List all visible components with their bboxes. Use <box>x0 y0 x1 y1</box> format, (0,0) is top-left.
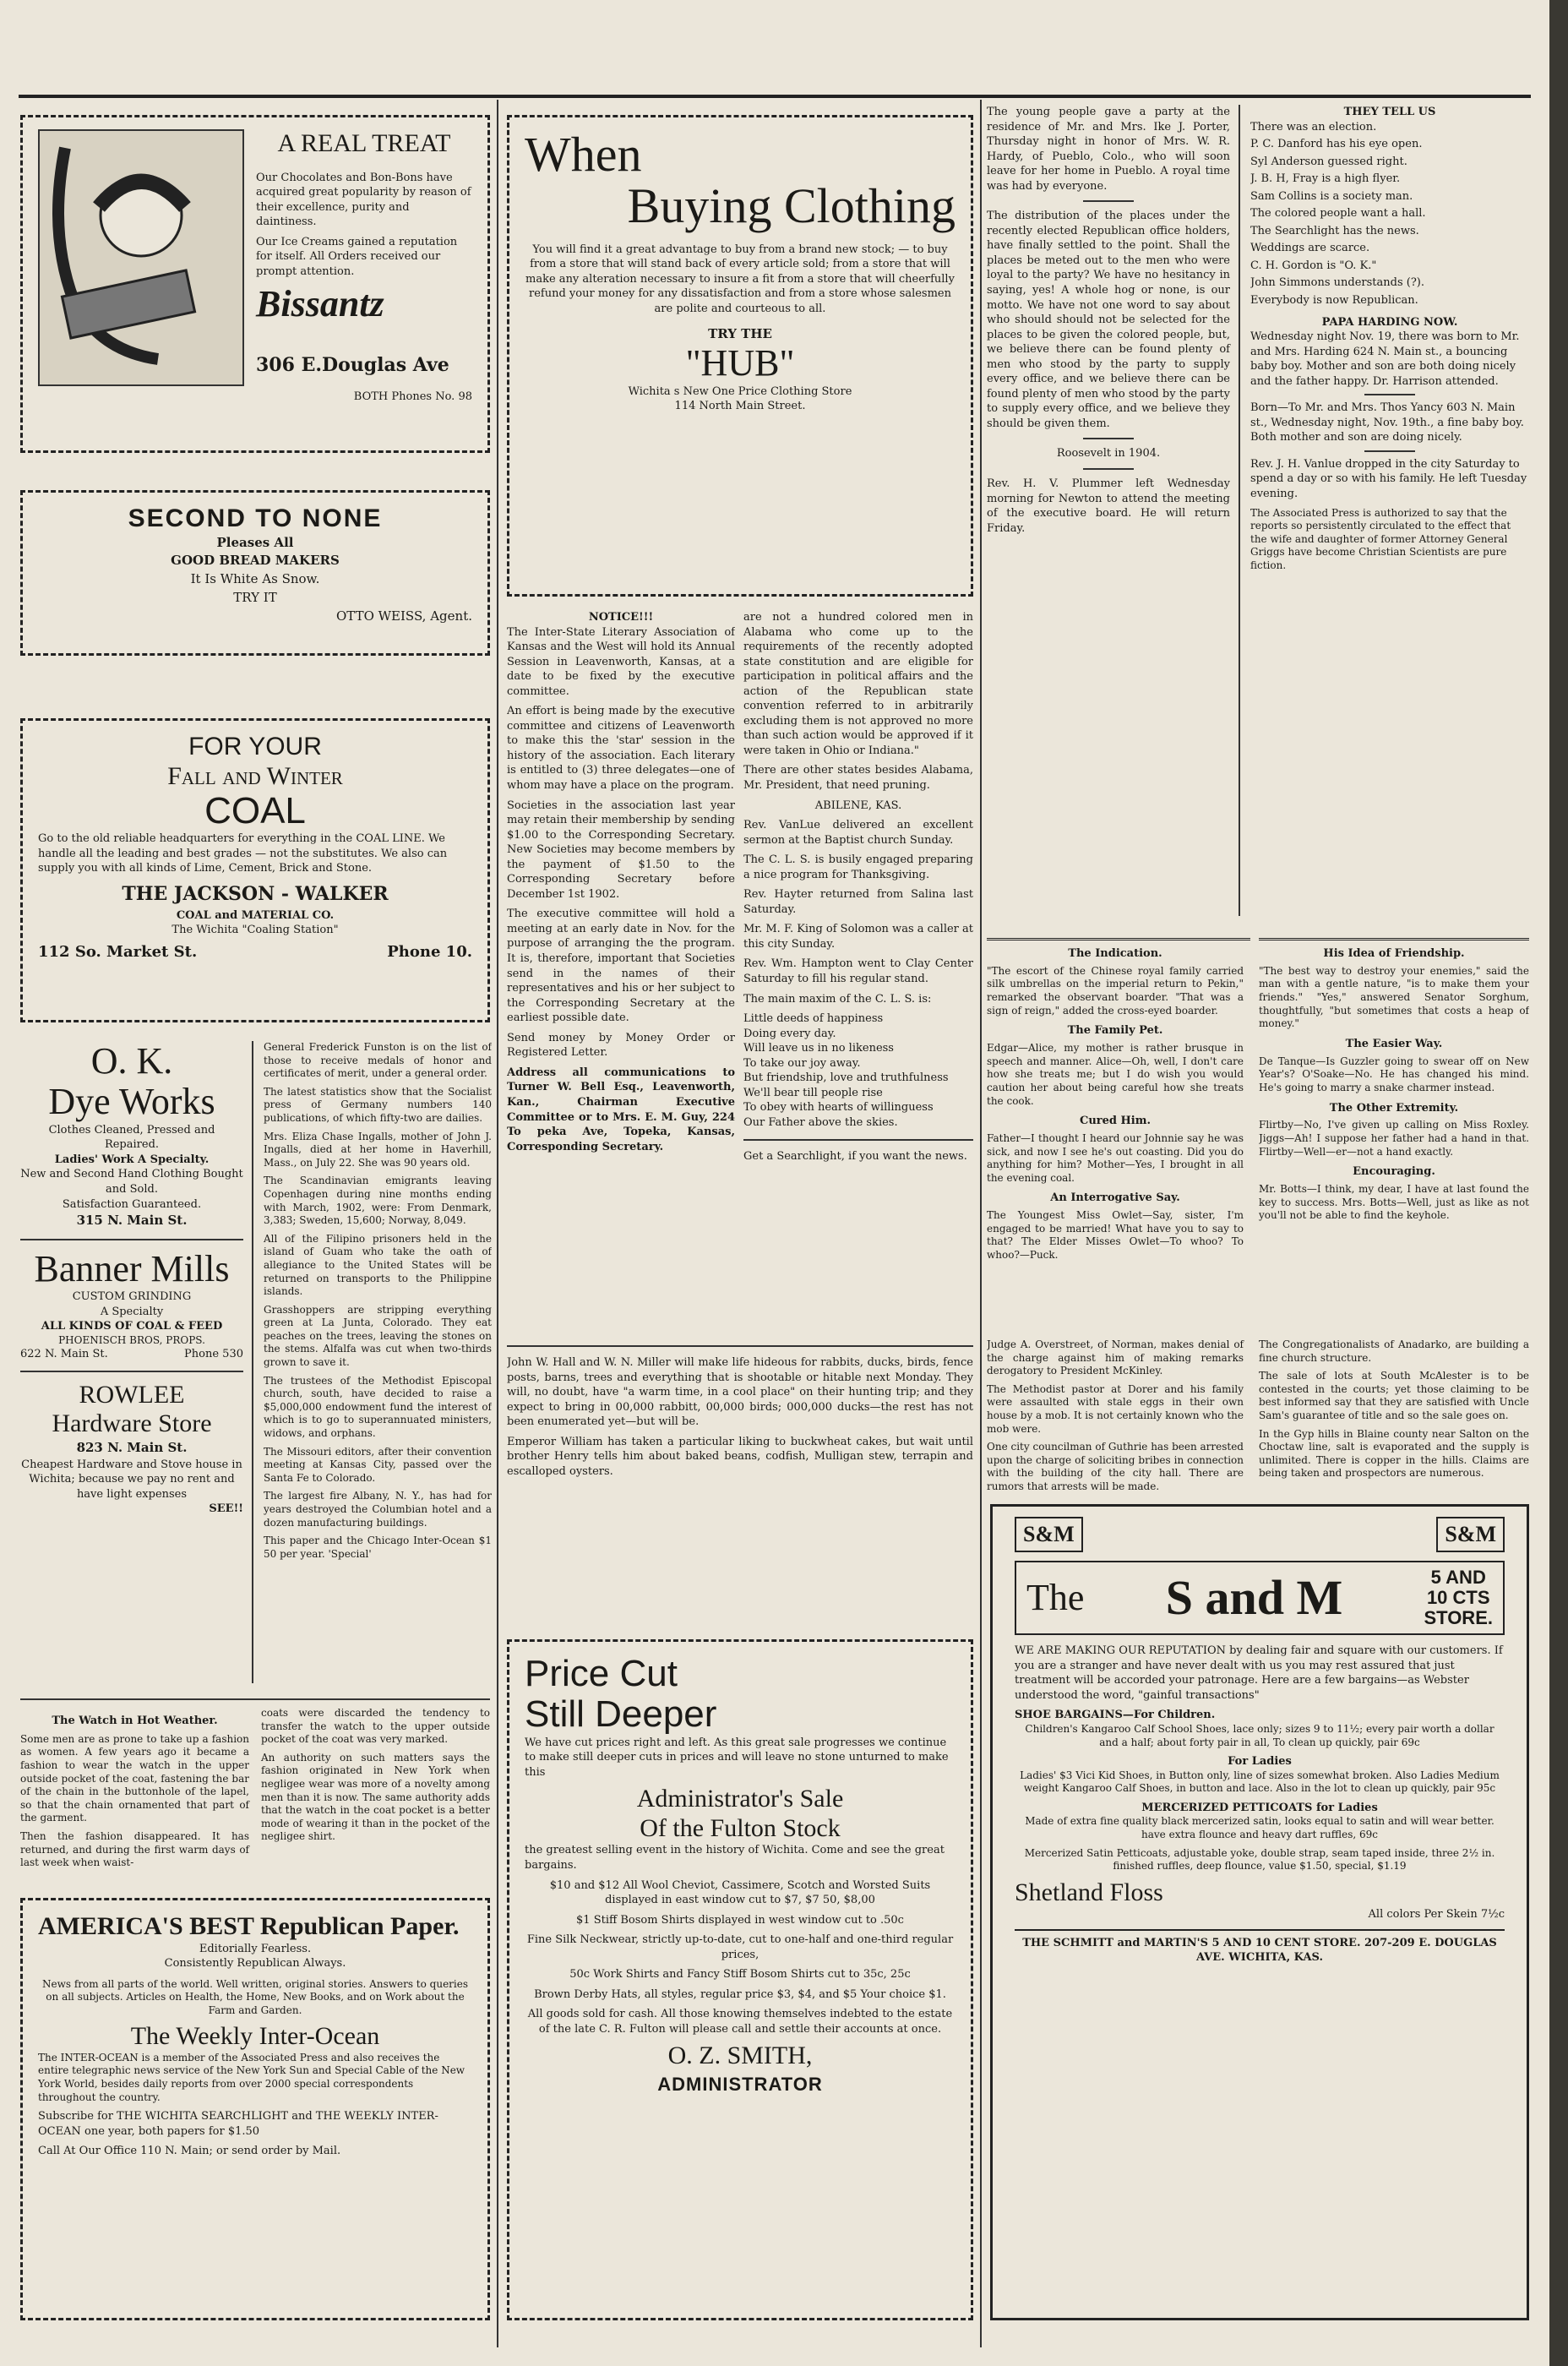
coal-line: Fall and Winter <box>167 761 343 790</box>
inter-ocean-title: The Weekly Inter-Ocean <box>130 2022 380 2051</box>
they-tell-us-item: J. B. H, Fray is a high flyer. <box>1250 172 1401 186</box>
news-paragraph: The latest statistics show that the Socialist press of Germany numbers 140 publications, of which fifty-two are dailies. <box>264 1085 492 1124</box>
fulton-item: Brown Derby Hats, all styles, regular price $3, $4, and $5 Your choice $1. <box>534 1987 946 2001</box>
ad-line: GOOD BREAD MAKERS <box>171 553 340 569</box>
watch-paragraph: Some men are as prone to take up a fashion as women. A few years ago it became a fashion to wear the watch in the upper outside pocket of the coat, fastening the bar of the chain in the buttonhole of the lapel, so that the chain ornamented that part of the garment. <box>20 1732 249 1824</box>
poem-line: To take our joy away. <box>743 1056 861 1070</box>
papa-harding-title: PAPA HARDING NOW. <box>1321 315 1458 329</box>
poem-line: To obey with hearts of willinguess <box>743 1101 934 1115</box>
inter-ocean-text: News from all parts of the world. Well written, original stories. Answers to queries on all subjects. Articles on Health, the Home, New Books, and on Work about the Farm and Garden. <box>41 1977 469 2016</box>
second-to-none-headline: SECOND TO NONE <box>128 504 383 532</box>
article-paragraph: John W. Hall and W. N. Miller will make life hideous for rabbits, ducks, birds, fence posts, barns, trees and everything that is shootable or hitable next Monday. They will, no doubt, have "a warm time, in a cool place" on their hunting trip; and they expect to bring in 00,000 rabbitt, 00,000 birds; 000,000 ducks—the rest has not been enumerated yet—but will be. <box>507 1356 973 1429</box>
note-text: One city councilman of Guthrie has been arrested upon the charge of soliciting bribes in connection with the building of the city hall. There are rumors that arrests will be made. <box>987 1441 1244 1492</box>
note-text: In the Gyp hills in Blaine county near Salton on the Choctaw line, salt is evaporated and the supply is unlimited. There is copper in the hills. Claims are being taken and prospectors are numerous. <box>1259 1427 1529 1480</box>
binding-edge <box>1549 0 1568 2366</box>
sm-footer: THE SCHMITT and MARTIN'S 5 AND 10 CENT STORE. 207-209 E. DOUGLAS AVE. WICHITA, KAS. <box>1015 1929 1505 1965</box>
news-paragraph: Mrs. Eliza Chase Ingalls, mother of John J. Ingalls, died at her home in Haverhill, Mass., on July 22. She was 90 years old. <box>264 1130 492 1169</box>
column-rule <box>980 100 982 2347</box>
poem-line: Will leave us in no likeness <box>743 1042 894 1055</box>
watch-title: The Watch in Hot Weather. <box>52 1715 218 1727</box>
humor-text: De Tanque—Is Guzzler going to swear off on New Year's? O'Soake—No. He has changed his mind. He's going to marry a snake charmer instead. <box>1259 1055 1529 1093</box>
article-paragraph: The distribution of the places under the recently elected Republican office holders, have finally settled to the point. Shall the places be meted out to the men who were loyal to the party? We have no hesitancy in saying, yes! A whole hog or none, is our motto. We have not one word to say about who should should not be selected for the places to be given the colored people, but, we believe there can be found plenty of men who stood by the party to supply every office, and we believe there can be found plenty of men who stood by the party to supply every office, and we believe they should be given them. <box>987 210 1230 430</box>
article-paragraph: Emperor William has taken a particular liking to buckwheat cakes, but wait until brother Henry tells him about baked beans, codfish, Mulligan stew, terrapin and escalloped oysters. <box>507 1435 973 1478</box>
they-tell-us-item: Sam Collins is a society man. <box>1250 189 1413 203</box>
hub-headline: Buying Clothing <box>627 177 956 233</box>
coal-ad <box>20 718 490 1022</box>
humor-text: Mr. Botts—I think, my dear, I have at last found the key to success. Mrs. Botts—Well, just as like as not you'll not be able to find the keyhole. <box>1259 1183 1529 1222</box>
sm-big-logo: S and M <box>1165 1569 1343 1625</box>
fulton-item: $1 Stiff Bosom Shirts displayed in west window cut to .50c <box>576 1913 904 1927</box>
banner-mills-address: 622 N. Main St. <box>20 1348 108 1361</box>
fulton-item: All goods sold for cash. All those knowing themselves indebted to the estate of the late C. R. Fulton will please call and settle their accounts at once. <box>527 2008 953 2036</box>
news-paragraph: General Frederick Funston is on the list of those to receive medals of honor and certificates of merit, under a general order. <box>264 1041 492 1080</box>
coal-line: FOR YOUR <box>188 733 322 760</box>
fulton-text: We have cut prices right and left. As this great sale progresses we continue to make still deeper cuts in prices and will leave no stone unturned to make this <box>525 1736 949 1779</box>
ok-dye-line: New and Second Hand Clothing Bought and Sold. <box>20 1168 243 1196</box>
article-paragraph: Born—To Mr. and Mrs. Thos Yancy 603 N. Main st., Wednesday night, Nov. 19th., a fine baby boy. Both mother and son are doing nicely. <box>1250 401 1524 444</box>
party-article <box>987 105 1240 916</box>
real-treat-phones: BOTH Phones No. 98 <box>353 390 472 403</box>
article-paragraph: Rev. H. V. Plummer left Wednesday morning for Newton to attend the meeting of the executive board. He will return Friday. <box>987 477 1230 535</box>
sm-floss-title: Shetland Floss <box>1015 1878 1163 1906</box>
hub-headline: When <box>525 127 642 182</box>
poem-line: Little deeds of happiness <box>743 1012 884 1026</box>
oklahoma-notes-left <box>987 1338 1250 1499</box>
fulton-item: 50c Work Shirts and Fancy Stiff Bosom Shirts cut to 35c, 25c <box>569 1968 911 1982</box>
hub-name: "HUB" <box>685 342 795 384</box>
news-notes <box>264 1041 492 1683</box>
article-paragraph: The C. L. S. is busily engaged preparing a nice program for Thanksgiving. <box>743 853 973 881</box>
article-paragraph: Rev. Wm. Hampton went to Clay Center Saturday to fill his regular stand. <box>743 957 973 986</box>
column-rule <box>497 100 498 2347</box>
banner-mills-title: Banner Mills <box>34 1247 230 1289</box>
humor-title: The Family Pet. <box>1067 1024 1163 1038</box>
they-tell-us-item: Weddings are scarce. <box>1250 242 1370 255</box>
humor-text: Edgar—Alice, my mother is rather brusque in speech and manner. Alice—Oh, well, I don't care how she treats me; but I do wish you would caution her about being careful how she treats the cook. <box>987 1042 1244 1107</box>
article-paragraph: Wednesday night Nov. 19, there was born to Mr. and Mrs. Harding 624 N. Main st., a bouncing baby boy. Mother and son are both doing nicely and the father happy. Dr. Harrison attended. <box>1250 330 1520 388</box>
ad-line: Pleases All <box>216 534 294 550</box>
inter-ocean-line: Editorially Fearless. <box>199 1942 312 1955</box>
article-paragraph: The young people gave a party at the residence of Mr. and Mrs. Ike J. Porter, Thursday night in honor of Mrs. W. R. Hardy, of Pueblo, Colo., who will soon leave for her home in Pueblo. A royal time was had by everyone. <box>987 106 1230 193</box>
rowlee-see: SEE!! <box>209 1502 243 1516</box>
watch-paragraph: Then the fashion disappeared. It has returned, and during the first warm days of last week when waist- <box>20 1830 249 1869</box>
watch-paragraph: An authority on such matters says the fashion originated in New York when negligee wear was more of a novelty among men than it is now. The same authority adds that the watch in the coat pocket is a better mode of wearing it than in the pocket of the negligee shirt. <box>261 1751 490 1843</box>
fulton-text: the greatest selling event in the history of Wichita. Come and see the great bargains. <box>525 1844 945 1872</box>
real-treat-text: Our Chocolates and Bon-Bons have acquired great popularity by reason of their excellence, purity and daintiness. <box>256 171 471 229</box>
banner-mills-line: A Specialty <box>100 1305 164 1318</box>
they-tell-us-item: Everybody is now Republican. <box>1250 294 1418 308</box>
sm-tagline: 10 CTS <box>1426 1586 1490 1608</box>
ad-agent: OTTO WEISS, Agent. <box>335 608 472 624</box>
abilene-heading: ABILENE, KAS. <box>814 799 902 812</box>
real-treat-ad <box>20 115 490 453</box>
article-paragraph: Mr. M. F. King of Solomon was a caller at this city Sunday. <box>743 923 973 951</box>
they-tell-us-item: John Simmons understands (?). <box>1250 276 1425 290</box>
sm-floss-price: All colors Per Skein 7½c <box>1368 1908 1505 1922</box>
humor-title: The Other Extremity. <box>1329 1101 1459 1115</box>
notice-paragraph: An effort is being made by the executive committee and citizens of Leavenworth to make this the 'star' session in the history of the association. Each literary is entitled to (3) three delegates—one of whom may have a place on the program. <box>507 705 735 793</box>
lady-illustration <box>38 129 244 386</box>
watch-article <box>20 1698 490 1884</box>
poem-line: Our Father above the skies. <box>743 1115 898 1129</box>
real-treat-address: 306 E.Douglas Ave <box>256 354 449 376</box>
inter-ocean-call: Call At Our Office 110 N. Main; or send order by Mail. <box>38 2145 341 2158</box>
sm-store-ad <box>990 1504 1529 2320</box>
hub-text: You will find it a great advantage to buy from a brand new stock; — to buy from a store that will stand back of every article sold; from a store that will make any alteration necessary to insure a fit from a store that will cheerfully refund your money for any dissatisfaction and from a store whose salesmen are polite and courteous to all. <box>525 243 955 315</box>
inter-ocean-text: The INTER-OCEAN is a member of the Associated Press and also receives the entire telegraphic news service of the New York Sun and Special Cable of the New York World, besides daily reports from over 2000 special correspondents throughout the country. <box>38 2051 466 2103</box>
notice-paragraph: The executive committee will hold a meeting at an early date in Nov. for the purpose of arranging the the program. It is, therefore, important that Societies send in the names of their representatives and his or her subject to the Corresponding Secretary at the earliest possible date. <box>507 908 735 1025</box>
ad-line: TRY IT <box>233 589 277 605</box>
humor-title: Cured Him. <box>1079 1115 1152 1128</box>
ok-dye-address: 315 N. Main St. <box>76 1213 188 1229</box>
alabama-article <box>743 610 973 1337</box>
ok-dye-line: Ladies' Work A Specialty. <box>54 1153 210 1166</box>
humor-text: "The best way to destroy your enemies," said the man with a gentle nature, "is to make them your friends." "Yes," answered Senator Sorghum, thoughtfully, "but sometimes that costs a heap of money." <box>1259 964 1529 1030</box>
note-text: Judge A. Overstreet, of Norman, makes denial of the charge against him of making remarks derogatory to President McKinley. <box>987 1338 1244 1377</box>
notice-paragraph: Address all communications to Turner W. Bell Esq., Leavenworth, Kan., Chairman Executive Committee or to Mrs. E. M. Guy, 224 To peka Ave, Topeka, Kansas, Corresponding Secretary. <box>507 1066 735 1153</box>
sm-the: The <box>1026 1576 1085 1618</box>
coal-phone: Phone 10. <box>387 943 472 962</box>
real-treat-headline: A REAL TREAT <box>277 129 451 157</box>
they-tell-us-item: There was an election. <box>1250 120 1377 134</box>
they-tell-us-item: C. H. Gordon is "O. K." <box>1250 259 1377 272</box>
fulton-headline: Price Cut <box>525 1653 678 1694</box>
humor-right <box>1259 938 1529 1338</box>
fulton-administrator-name: O. Z. SMITH, <box>667 2042 813 2070</box>
humor-text: The Youngest Miss Owlet—Say, sister, I'm engaged to be married! What have you to say to that? The Elder Misses Owlet—To whoo? To whoo?—Puck. <box>987 1209 1244 1262</box>
rowlee-text: Cheapest Hardware and Stove house in Wichita; because we pay no rent and have light expenses <box>21 1458 242 1501</box>
hub-try: TRY THE <box>708 325 772 341</box>
banner-mills-phone: Phone 530 <box>184 1348 243 1361</box>
fulton-administrator-role: ADMINISTRATOR <box>657 2073 823 2095</box>
sm-section: SHOE BARGAINS—For Children. <box>1015 1709 1216 1722</box>
they-tell-us-title: THEY TELL US <box>1343 106 1436 118</box>
sm-logo: S&M <box>1436 1517 1505 1552</box>
coal-text: Go to the old reliable headquarters for everything in the COAL LINE. We handle all the leading and best grades — not the substitutes. We also can supply you with all kinds of Lime, Cement, Brick and Stone. <box>38 832 448 875</box>
article-paragraph: There are other states besides Alabama, Mr. President, that need pruning. <box>743 764 973 793</box>
sm-section: For Ladies <box>1228 1755 1292 1769</box>
banner-mills-line: CUSTOM GRINDING <box>72 1290 192 1304</box>
bissantz-logo: Bissantz <box>256 283 384 325</box>
inter-ocean-subscribe: Subscribe for THE WICHITA SEARCHLIGHT and THE WEEKLY INTER-OCEAN one year, both papers for $1.50 <box>38 2110 438 2138</box>
hub-line: 114 North Main Street. <box>674 400 806 413</box>
roosevelt-line: Roosevelt in 1904. <box>1056 447 1161 461</box>
inter-ocean-headline: AMERICA'S BEST Republican Paper. <box>38 1912 460 1940</box>
fulton-title: Administrator's Sale <box>636 1785 844 1813</box>
news-paragraph: The trustees of the Methodist Episcopal church, south, have decided to raise a $5,000,000 endowment fund the interest of which is to go to superannuated ministers, widows, and orphans. <box>264 1374 492 1440</box>
hall-miller-article <box>507 1345 973 1624</box>
humor-title: An Interrogative Say. <box>1050 1191 1180 1205</box>
real-treat-text: Our Ice Creams gained a reputation for itself. All Orders received our prompt attention. <box>256 235 458 278</box>
humor-text: "The escort of the Chinese royal family carried silk umbrellas on the imperial return to Pekin," remarked the observant boarder. "That was a sign of reign," added the cross-eyed boarder. <box>987 964 1244 1017</box>
fulton-item: Fine Silk Neckwear, strictly up-to-date, cut to one-half and one-third regular prices, <box>526 1933 954 1961</box>
note-text: The Methodist pastor at Dorer and his family were assaulted with stale eggs in their own house by a mob. It is not certainly known who the mob were. <box>987 1382 1244 1435</box>
article-paragraph: Rev. VanLue delivered an excellent sermon at the Baptist church Sunday. <box>743 819 973 847</box>
fulton-title: Of the Fulton Stock <box>640 1813 841 1842</box>
top-rule <box>19 95 1531 98</box>
article-paragraph: are not a hundred colored men in Alabama who come up to the requirements of the recently adopted state constitution and are eligible for participation in political affairs and the action of the Republican state convention referred to in arbitrarily excluding them is not approved no more than such action would be approved if it were taken in Ohio or Indiana." <box>743 611 973 757</box>
rowlee-title: ROWLEE <box>79 1380 185 1409</box>
news-paragraph: The largest fire Albany, N. Y., has had for years destroyed the Columbian hotel and a dozen manufacturing buildings. <box>264 1490 492 1529</box>
they-tell-us-item: The Searchlight has the news. <box>1250 224 1419 237</box>
sm-section: MERCERIZED PETTICOATS for Ladies <box>1141 1801 1378 1814</box>
notice-paragraph: Send money by Money Order or Registered Letter. <box>507 1031 735 1060</box>
sm-text: Made of extra fine quality black mercerized satin, looks equal to satin and will wear better. have extra flounce and heavy dart ruffles, 69c <box>1025 1815 1494 1841</box>
ad-line: It Is White As Snow. <box>190 571 320 586</box>
they-tell-us <box>1250 105 1529 916</box>
they-tell-us-item: P. C. Danford has his eye open. <box>1250 138 1423 151</box>
watch-paragraph: coats were discarded the tendency to transfer the watch to the upper outside pocket of the coat was very marked. <box>261 1707 490 1746</box>
coal-address: 112 So. Market St. <box>38 943 198 962</box>
article-paragraph: Rev. J. H. Vanlue dropped in the city Saturday to spend a day or so with his family. He left Tuesday evening. <box>1250 457 1527 501</box>
article-paragraph: Get a Searchlight, if you want the news. <box>743 1149 967 1163</box>
notice-paragraph: Societies in the association last year may retain their membership by sending $1.00 to the Corresponding Secretary. New Societies may become members by the payment of $1.50 to the Corresponding Secretary before December 1st 1902. <box>507 799 735 901</box>
poem-line: But friendship, love and truthfulness <box>743 1071 949 1085</box>
notice-paragraph: The Inter-State Literary Association of Kansas and the West will hold its Annual Session in Leavenworth, Kansas, at a date to be fixed by the executive committee. <box>507 625 735 698</box>
news-paragraph: The Missouri editors, after their convention meeting at Kansas City, passed over the Santa Fe to Colorado. <box>264 1445 492 1484</box>
second-to-none-ad <box>20 490 490 656</box>
sm-text: Children's Kangaroo Calf School Shoes, lace only; sizes 9 to 11½; every pair worth a dollar and a half; about forty pair in all, To clean up quickly, pair 69c <box>1025 1722 1494 1748</box>
they-tell-us-item: Syl Anderson guessed right. <box>1250 155 1407 168</box>
coal-company-line: COAL and MATERIAL CO. <box>176 908 335 922</box>
sm-tagline: STORE. <box>1424 1607 1493 1629</box>
note-text: The Congregationalists of Anadarko, are building a fine church structure. <box>1259 1338 1529 1364</box>
hub-ad <box>507 115 973 597</box>
news-paragraph: Grasshoppers are stripping everything green at La Junta, Colorado. They eat peaches on the trees, leaving the stones on the stems. Alfalfa was cut when two-thirds grown to save it. <box>264 1303 492 1369</box>
notice-title: NOTICE!!! <box>588 611 654 624</box>
humor-title: Encouraging. <box>1353 1165 1435 1179</box>
banner-mills-props: PHOENISCH BROS, PROPS. <box>58 1333 205 1346</box>
sm-text: Mercerized Satin Petticoats, adjustable yoke, double strap, seam taped inside, three 2½ in. finished ruffles, deep flounce, value $1.50, special, $1.19 <box>1024 1846 1495 1873</box>
article-paragraph: The main maxim of the C. L. S. is: <box>743 992 932 1006</box>
they-tell-us-item: The colored people want a hall. <box>1250 207 1426 221</box>
sm-logo: S&M <box>1015 1517 1083 1552</box>
rowlee-address: 823 N. Main St. <box>76 1439 188 1455</box>
poem-line: Doing every day. <box>743 1027 836 1040</box>
note-text: The sale of lots at South McAlester is to be contested in the courts; yet those claiming to be best informed say that they are satisfied with Uncle Sam's guarantee of title and so the sale goes on. <box>1259 1370 1529 1421</box>
news-paragraph: All of the Filipino prisoners held in the island of Guam who take the oath of allegiance to the United States will be returned on transports to the Philippine islands. <box>264 1232 492 1298</box>
rowlee-title: Hardware Store <box>52 1409 212 1438</box>
coal-tagline: The Wichita "Coaling Station" <box>172 924 339 937</box>
humor-text: Father—I thought I heard our Johnnie say he was sick, and now I see he's out coasting. Did you do anything for him? Mother—Yes, I brought in all the evening coal. <box>987 1132 1244 1184</box>
coal-company: THE JACKSON - WALKER <box>122 883 389 906</box>
humor-title: The Indication. <box>1068 947 1162 960</box>
banner-mills-line: ALL KINDS OF COAL & FEED <box>41 1320 223 1333</box>
sm-text: WE ARE MAKING OUR REPUTATION by dealing fair and square with our customers. If you are a stranger and have never dealt with us you may rest assured that just treatment will be accorded your patronage. Here are a few bargains—as Webster understood the word, "gainful transactions" <box>1015 1644 1503 1702</box>
left-ads-column <box>20 1041 253 1683</box>
news-paragraph: This paper and the Chicago Inter-Ocean $1 50 per year. 'Special' <box>264 1535 492 1560</box>
inter-ocean-ad <box>20 1898 490 2320</box>
sm-tagline: 5 AND <box>1430 1566 1486 1588</box>
article-paragraph: The Associated Press is authorized to say that the reports so persistently circulated to the effect that the wife and daughter of former Attorney General Griggs have become Christian Scientists are pure fiction. <box>1250 506 1511 571</box>
inter-ocean-line: Consistently Republican Always. <box>164 1957 346 1971</box>
coal-title: COAL <box>204 790 306 831</box>
humor-title: His Idea of Friendship. <box>1323 947 1465 960</box>
ok-dye-line: Satisfaction Guaranteed. <box>62 1197 202 1211</box>
hub-line: Wichita s New One Price Clothing Store <box>628 384 852 398</box>
oklahoma-notes-right <box>1259 1338 1529 1499</box>
ok-dye-line: Clothes Cleaned, Pressed and Repaired. <box>48 1123 215 1152</box>
sm-text: Ladies' $3 Vici Kid Shoes, in Button only, line of sizes somewhat broken. Also Ladies Medium weight Kangaroo Calf Shoes, in button and lace. Also in the lot to clean up quickly, pair 95c <box>1020 1769 1500 1795</box>
humor-left <box>987 938 1250 1338</box>
humor-title: The Easier Way. <box>1345 1037 1443 1050</box>
fulton-headline: Still Deeper <box>525 1693 717 1736</box>
ok-dye-title: O. K. <box>90 1041 173 1082</box>
news-paragraph: The Scandinavian emigrants leaving Copenhagen during nine months ending with March, 1902, were: From Denmark, 3,383; Sweden, 15,600; Norway, 8,049. <box>264 1175 492 1227</box>
humor-text: Flirtby—No, I've given up calling on Miss Roxley. Jiggs—Ah! I suppose her father had a hand in that. Flirtby—Well—er—not a hand exactly. <box>1259 1119 1529 1158</box>
article-paragraph: Rev. Hayter returned from Salina last Saturday. <box>743 888 973 916</box>
fulton-sale-ad <box>507 1639 973 2320</box>
fulton-item: $10 and $12 All Wool Cheviot, Cassimere, Scotch and Worsted Suits displayed in east window cut to $7, $7 50, $8,00 <box>549 1878 931 1907</box>
poem-line: We'll bear till people rise <box>743 1086 883 1099</box>
ok-dye-title: Dye Works <box>48 1081 215 1123</box>
lady-with-chocolates-icon <box>40 131 239 381</box>
